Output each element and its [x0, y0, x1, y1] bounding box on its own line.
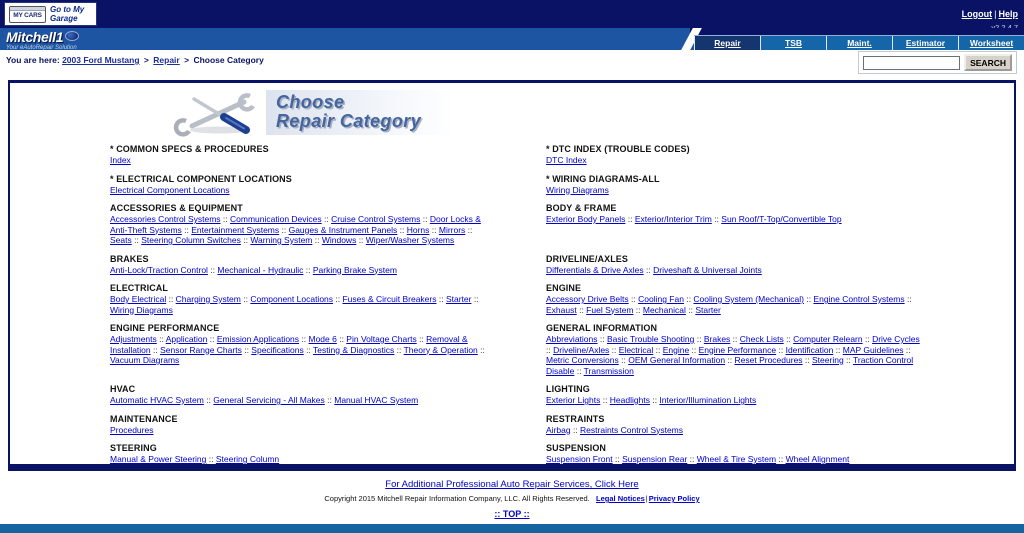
breadcrumb-separator: > [184, 55, 190, 65]
category-link[interactable]: Check Lists [739, 334, 784, 344]
category-heading: GENERAL INFORMATION [546, 323, 658, 333]
link-separator: :: [240, 235, 251, 245]
breadcrumb-prefix: You are here: [6, 55, 60, 65]
link-separator: :: [574, 365, 584, 376]
category-link[interactable]: Charging System [175, 294, 241, 304]
category-link[interactable]: Communication Devices [230, 214, 322, 224]
link-separator: :: [843, 355, 853, 365]
link-separator: :: [336, 334, 347, 344]
link-separator: :: [207, 264, 218, 275]
category-section [110, 443, 490, 473]
link-separator: :: [628, 294, 639, 304]
category-section [110, 323, 490, 384]
link-separator: :: [730, 334, 740, 344]
category-link[interactable]: Adjustments [110, 334, 157, 344]
category-heading: * ELECTRICAL COMPONENT LOCATIONS [110, 173, 292, 184]
license-plate-icon [9, 6, 46, 23]
additional-services-link[interactable]: For Additional Professional Auto Repair Services, Click Here [385, 479, 639, 490]
category-heading: HVAC [110, 384, 136, 394]
link-separator: :: [685, 304, 696, 315]
category-link[interactable]: Wheel & Tire System [696, 454, 777, 464]
category-link[interactable]: Wiper/Washer Systems [365, 235, 455, 245]
link-separator: :: [570, 424, 581, 435]
mitchell1-logo [6, 29, 79, 51]
link-divider: | [994, 9, 997, 19]
link-separator: :: [166, 294, 176, 304]
category-link[interactable]: Cooling Fan [638, 294, 684, 304]
category-link[interactable]: Body Electrical [110, 294, 167, 304]
tab-maint[interactable]: Maint. [826, 36, 892, 50]
category-link[interactable]: Reset Procedures [734, 355, 803, 365]
link-separator: :: [181, 224, 192, 235]
link-separator: :: [618, 355, 629, 365]
category-section [110, 174, 490, 204]
category-link[interactable]: Traction Control Disable [546, 355, 914, 376]
category-link[interactable]: Accessory Drive Belts [546, 294, 629, 304]
category-link[interactable]: Anti-Lock/Traction Control [110, 264, 208, 275]
category-link[interactable]: Basic Trouble Shooting [606, 334, 695, 344]
tab-estimator[interactable]: Estimator [892, 36, 958, 50]
category-link[interactable]: Manual HVAC System [334, 395, 419, 405]
category-link[interactable]: Suspension Front [546, 454, 613, 464]
category-link[interactable]: DTC Index [546, 155, 587, 165]
category-link[interactable]: OEM General Information [628, 355, 726, 365]
link-separator: :: [687, 454, 697, 464]
link-separator: :: [694, 334, 704, 344]
main-content [8, 80, 1016, 471]
category-link[interactable]: Emission Applications [216, 334, 300, 344]
legal-notices-link[interactable]: Legal Notices [596, 494, 645, 503]
top-right-utilities [962, 0, 1024, 28]
link-separator: :: [689, 344, 699, 355]
category-link[interactable]: Steering Column [215, 454, 280, 464]
category-link[interactable]: Pin Voltage Charts [346, 334, 417, 344]
category-link[interactable]: Suspension Rear [622, 454, 688, 464]
category-link[interactable]: Theory & Operation [403, 344, 478, 355]
link-separator: :: [643, 264, 654, 275]
category-link[interactable]: Starter [695, 304, 721, 315]
link-separator: :: [321, 214, 332, 224]
footer [0, 471, 1024, 524]
category-heading: DRIVELINE/AXLES [546, 253, 629, 264]
category-link[interactable]: Transmission [583, 365, 634, 376]
category-link[interactable]: Identification [785, 344, 834, 355]
category-link[interactable]: Accessories Control Systems [110, 214, 221, 224]
link-separator: :: [312, 235, 322, 245]
page-title-line2: Repair Category [276, 110, 422, 131]
link-separator: :: [279, 224, 289, 235]
category-section [546, 174, 926, 204]
search-input[interactable] [863, 56, 960, 70]
link-separator: :: [299, 334, 309, 344]
category-link[interactable]: Mirrors [438, 224, 466, 235]
copyright-text: Copyright 2015 Mitchell Repair Information Company, LLC. All Rights Reserved. [324, 494, 590, 503]
category-link[interactable]: Wheel Alignment [785, 454, 850, 464]
category-link[interactable]: Drive Cycles [872, 334, 920, 344]
link-separator: :: [576, 304, 587, 315]
link-divider: | [645, 494, 648, 503]
category-link[interactable]: MAP Guidelines [842, 344, 904, 355]
logo-globe-icon [65, 31, 79, 41]
category-section [546, 414, 926, 444]
link-separator: :: [206, 454, 216, 464]
link-separator: :: [802, 355, 813, 365]
category-heading: * COMMON SPECS & PROCEDURES [110, 144, 269, 154]
logo-bar [0, 28, 1024, 50]
tab-repair[interactable]: Repair [694, 36, 760, 50]
category-section [110, 283, 490, 323]
category-link[interactable]: Steering [812, 355, 844, 365]
category-link[interactable]: Horns [406, 224, 430, 235]
link-separator: :: [625, 214, 635, 224]
category-link[interactable]: Starter [445, 294, 472, 304]
link-separator: :: [324, 395, 335, 405]
link-separator: :: [303, 264, 313, 275]
category-link[interactable]: Entertainment Systems [191, 224, 280, 235]
link-separator: :: [397, 224, 407, 235]
link-separator: :: [465, 224, 473, 235]
breadcrumb-repair-link[interactable]: Repair [153, 55, 180, 65]
top-link[interactable]: :: TOP :: [494, 509, 530, 519]
category-link[interactable]: Parking Brake System [312, 264, 397, 275]
page-title-line1: Choose [276, 91, 345, 112]
link-separator: :: [471, 294, 479, 304]
category-section [546, 384, 926, 414]
category-section [110, 384, 490, 414]
link-separator: :: [633, 304, 643, 315]
garage-label: Go to My Garage [50, 4, 85, 23]
link-separator: :: [131, 235, 142, 245]
category-link[interactable]: Sensor Range Charts [160, 344, 242, 355]
category-link[interactable]: Automatic HVAC System [110, 395, 204, 405]
category-link[interactable]: Computer Relearn [793, 334, 863, 344]
link-separator: :: [156, 334, 166, 344]
link-separator: :: [240, 294, 251, 304]
link-separator: :: [776, 344, 786, 355]
category-link[interactable]: Steering Column Switches [141, 235, 241, 245]
category-link[interactable]: Sun Roof/T-Top/Convertible Top [721, 214, 842, 224]
bottom-strip [0, 524, 1024, 533]
category-link[interactable]: Headlights [609, 395, 650, 405]
link-separator: :: [394, 344, 404, 355]
category-section [546, 254, 926, 284]
category-link[interactable]: Warning System [250, 235, 313, 245]
category-link[interactable]: Electrical Component Locations [110, 184, 230, 195]
category-heading: RESTRAINTS [546, 413, 605, 424]
link-separator: :: [725, 355, 735, 365]
privacy-policy-link[interactable]: Privacy Policy [648, 494, 700, 503]
category-link[interactable]: Differentials & Drive Axles [546, 264, 644, 275]
category-heading: SUSPENSION [546, 443, 607, 453]
link-separator: :: [241, 344, 252, 355]
link-separator: :: [150, 344, 161, 355]
category-link[interactable]: Exterior/Interior Trim [634, 214, 712, 224]
top-bar [0, 0, 1024, 28]
category-link[interactable]: Engine Performance [698, 344, 777, 355]
link-separator: :: [429, 224, 439, 235]
category-heading: ENGINE [546, 283, 582, 293]
category-link[interactable]: Mechanical [642, 304, 686, 315]
category-link[interactable]: Mode 6 [308, 334, 337, 344]
breadcrumb-separator: > [143, 55, 149, 65]
category-link[interactable]: Vacuum Diagrams [110, 355, 180, 365]
category-heading: * DTC INDEX (TROUBLE CODES) [546, 144, 690, 154]
nav-tabs [694, 35, 1024, 50]
link-separator: :: [207, 334, 217, 344]
link-separator: :: [803, 294, 814, 304]
category-heading: STEERING [110, 443, 157, 453]
category-section [546, 443, 926, 473]
link-separator: :: [436, 294, 446, 304]
tab-worksheet[interactable]: Worksheet [958, 36, 1024, 50]
category-heading: LIGHTING [546, 384, 590, 394]
category-link[interactable]: Metric Conversions [546, 355, 619, 365]
category-link[interactable]: Application [165, 334, 208, 344]
link-separator: :: [903, 344, 911, 355]
logout-link[interactable]: Logout [961, 9, 993, 19]
category-link[interactable]: Abbreviations [546, 334, 598, 344]
category-link[interactable]: Cruise Control Systems [331, 214, 421, 224]
link-separator: :: [333, 294, 343, 304]
category-link[interactable]: Electrical [618, 344, 654, 355]
category-link[interactable]: General Servicing - All Makes [213, 395, 325, 405]
category-heading: ELECTRICAL [110, 283, 168, 293]
category-link[interactable]: Exhaust [546, 304, 577, 315]
category-link[interactable]: Interior/Illumination Lights [659, 395, 757, 405]
search-button[interactable]: SEARCH [964, 54, 1012, 71]
category-section [110, 203, 490, 254]
category-link[interactable]: Brakes [703, 334, 731, 344]
category-link[interactable]: Gauges & Instrument Panels [288, 224, 398, 235]
category-link[interactable]: Testing & Diagnostics [313, 344, 395, 355]
category-link[interactable]: Mechanical - Hydraulic [217, 264, 304, 275]
category-heading: BODY & FRAME [546, 203, 617, 213]
plate-text: MY CARS [13, 11, 42, 19]
category-link[interactable]: Procedures [110, 424, 154, 435]
link-separator: :: [600, 395, 610, 405]
search-box [858, 51, 1017, 74]
logo-wordmark: Mitchell1 [6, 29, 64, 45]
category-section [110, 144, 490, 174]
category-section [546, 323, 926, 384]
link-separator: :: [609, 344, 619, 355]
link-separator: :: [653, 344, 663, 355]
category-link[interactable]: Cooling System (Mechanical) [693, 294, 804, 304]
link-separator: :: [416, 334, 427, 344]
category-heading: BRAKES [110, 253, 149, 264]
link-separator: :: [783, 334, 794, 344]
tab-tsb[interactable]: TSB [760, 36, 826, 50]
category-link[interactable]: Wiring Diagrams [546, 184, 609, 195]
category-link[interactable]: Windows [321, 235, 357, 245]
category-link[interactable]: Wiring Diagrams [110, 304, 173, 315]
breadcrumb-current: Choose Category [193, 55, 264, 65]
title-block [180, 88, 1014, 136]
category-link[interactable]: Seats [110, 235, 132, 245]
category-link[interactable]: Exterior Lights [546, 395, 601, 405]
link-separator: :: [711, 214, 722, 224]
category-link[interactable]: Airbag [546, 424, 571, 435]
repair-tools-icon [180, 89, 260, 135]
category-heading: ENGINE PERFORMANCE [110, 323, 220, 333]
link-separator: :: [649, 395, 660, 405]
link-separator: :: [862, 334, 873, 344]
category-link[interactable]: Engine Control Systems [813, 294, 905, 304]
category-link[interactable]: Removal & Installation [110, 334, 468, 355]
breadcrumb [0, 50, 264, 80]
go-to-my-garage-button[interactable] [4, 2, 97, 26]
page-title [266, 90, 455, 135]
link-separator: :: [303, 344, 314, 355]
category-heading: MAINTENANCE [110, 413, 178, 424]
category-link[interactable]: Driveshaft & Universal Joints [653, 264, 762, 275]
link-separator: :: [776, 454, 786, 464]
link-separator: :: [356, 235, 366, 245]
help-link[interactable]: Help [998, 9, 1018, 19]
category-grid [110, 144, 1014, 502]
link-separator: :: [546, 344, 554, 355]
category-heading: ACCESSORIES & EQUIPMENT [110, 203, 243, 213]
link-separator: :: [477, 344, 485, 355]
category-link[interactable]: Driveline/Axles [553, 344, 610, 355]
link-separator: :: [203, 395, 214, 405]
category-link[interactable]: Fuel System [586, 304, 634, 315]
category-link[interactable]: Restraints Control Systems [580, 424, 684, 435]
category-section [546, 283, 926, 323]
utility-row [0, 50, 1024, 80]
link-separator: :: [420, 214, 430, 224]
category-section [110, 414, 490, 444]
category-heading: * WIRING DIAGRAMS-ALL [546, 173, 660, 184]
category-link[interactable]: Index [110, 155, 131, 165]
category-link[interactable]: Exterior Body Panels [546, 214, 626, 224]
category-link[interactable]: Manual & Power Steering [110, 454, 207, 464]
category-section [110, 254, 490, 284]
logo-tagline: Your eAutoRepair Solution [6, 45, 77, 51]
header-navy-extension [690, 28, 1024, 35]
link-separator: :: [220, 214, 230, 224]
link-separator: :: [597, 334, 607, 344]
link-separator: :: [904, 294, 912, 304]
category-link[interactable]: Component Locations [250, 294, 334, 304]
category-section [546, 203, 926, 254]
link-separator: :: [612, 454, 623, 464]
link-separator: :: [683, 294, 694, 304]
link-separator: :: [833, 344, 843, 355]
category-link[interactable]: Specifications [251, 344, 304, 355]
category-section [546, 144, 926, 174]
category-link[interactable]: Engine [662, 344, 690, 355]
breadcrumb-vehicle-link[interactable]: 2003 Ford Mustang [62, 55, 140, 65]
category-link[interactable]: Fuses & Circuit Breakers [342, 294, 437, 304]
category-link[interactable]: Door Locks & Anti-Theft Systems [110, 214, 481, 235]
